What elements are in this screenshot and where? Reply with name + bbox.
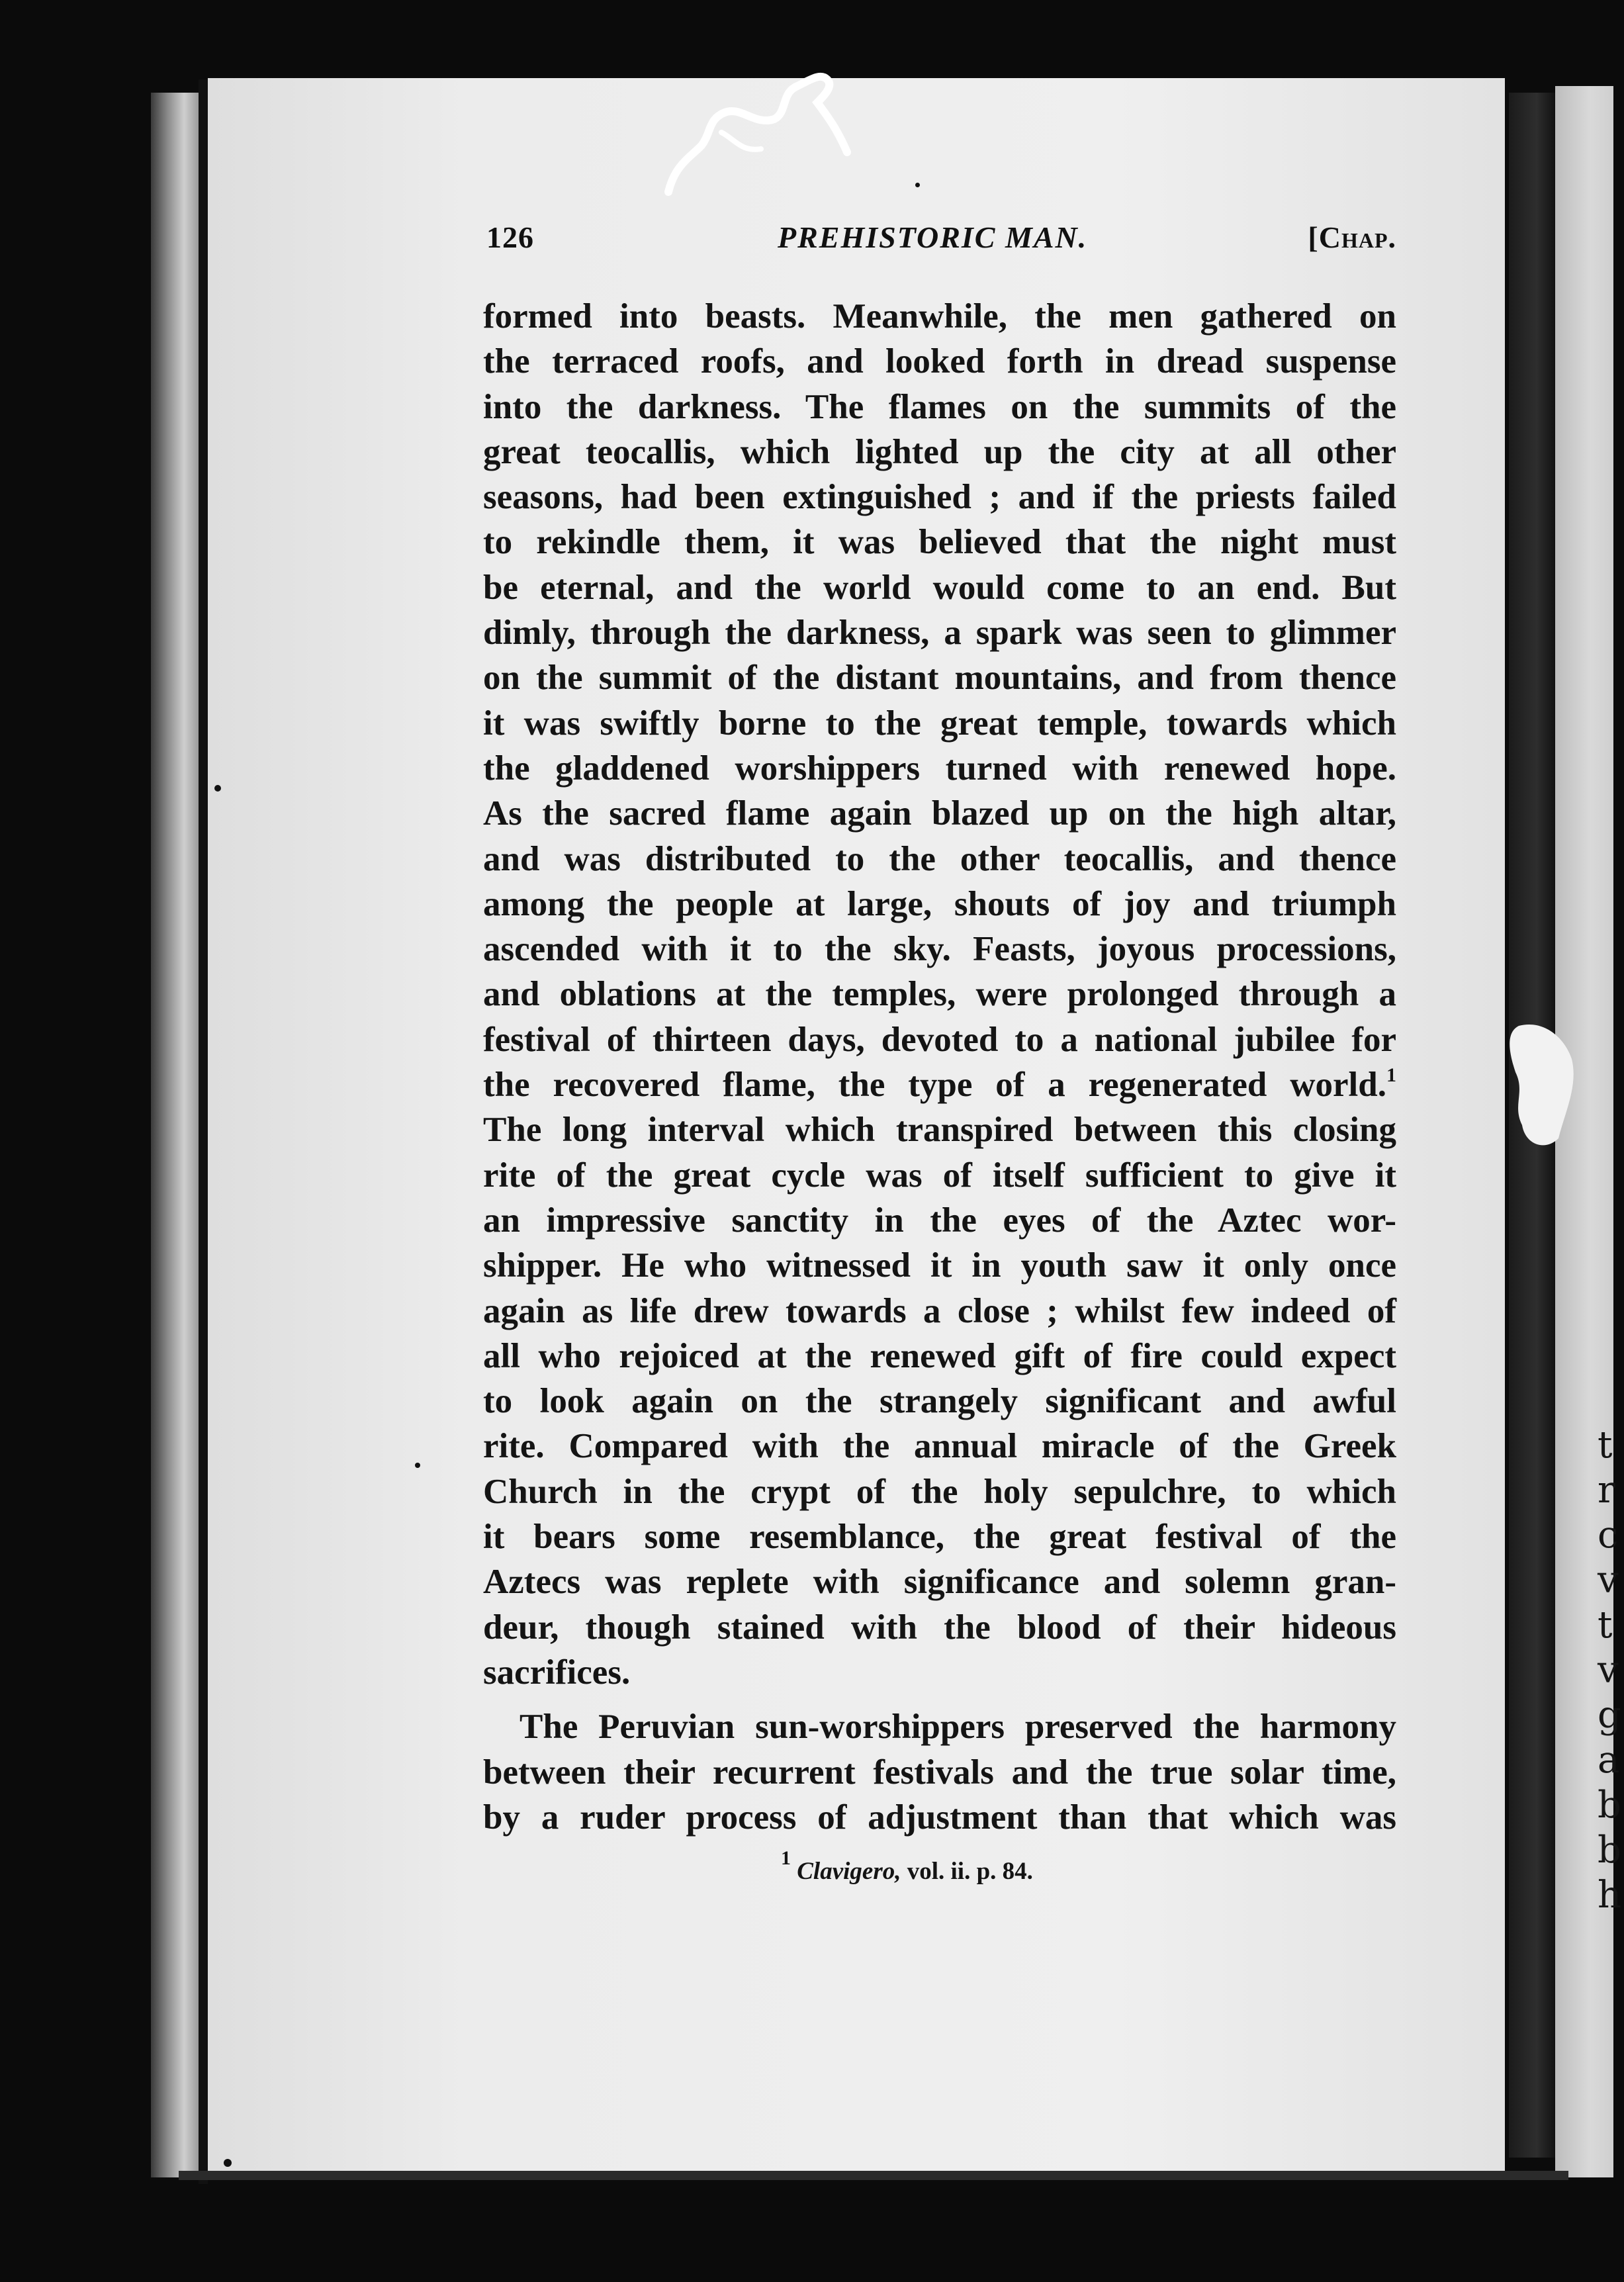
running-header	[486, 220, 1396, 266]
text-line: and was distributed to the other teocallis, and thence	[483, 839, 1396, 878]
text-line: Aztecs was replete with significance and solemn gran-	[483, 1563, 1396, 1602]
text-line: rite of the great cycle was of itself sufficient to give it	[483, 1156, 1396, 1195]
text-line: be eternal, and the world would come to an end. But	[483, 568, 1396, 607]
text-line: it was swiftly borne to the great temple, towards which	[483, 704, 1396, 743]
ink-speck	[214, 785, 221, 792]
text-line: formed into beasts. Meanwhile, the men gathered on	[483, 297, 1396, 336]
text-line: The Peruvian sun-worshippers preserved the harmony	[519, 1708, 1396, 1747]
text-line: deur, though stained with the blood of their hideous	[483, 1608, 1396, 1647]
scan-artifact-mark	[662, 66, 860, 205]
text-line: shipper. He who witnessed it in youth saw it only once	[483, 1246, 1396, 1285]
footnote-source: Clavigero,	[797, 1858, 901, 1885]
facing-page-letters: t r c v t v g a b b h	[1598, 1424, 1622, 1917]
text-line: on the summit of the distant mountains, and from thence	[483, 659, 1396, 698]
text-line: and oblations at the temples, were prolonged through a	[483, 975, 1396, 1014]
text-line: Church in the crypt of the holy sepulchre, to which	[483, 1472, 1396, 1511]
text-line: ascended with it to the sky. Feasts, joyous processions,	[483, 930, 1396, 969]
text-line: the gladdened worshippers turned with renewed hope.	[483, 749, 1396, 788]
text-line: to look again on the strangely significant and awful	[483, 1382, 1396, 1421]
text-line: it bears some resemblance, the great festival of the	[483, 1518, 1396, 1557]
body-text	[483, 294, 1396, 1840]
text-line: between their recurrent festivals and the true solar time,	[483, 1753, 1396, 1792]
text-line: festival of thirteen days, devoted to a national jubilee for	[483, 1020, 1396, 1059]
text-line: among the people at large, shouts of joy and triumph	[483, 884, 1396, 923]
text-line: the recovered flame, the type of a regenerated world.	[483, 1066, 1386, 1105]
text-line: rite. Compared with the annual miracle of the Greek	[483, 1427, 1396, 1466]
running-title: PREHISTORIC MAN.	[778, 220, 1088, 254]
page-edge-shadow	[199, 79, 208, 2184]
paragraph	[483, 1704, 1396, 1840]
ink-speck	[415, 1463, 420, 1468]
text-line: into the darkness. The flames on the summits of the	[483, 387, 1396, 426]
text-line: As the sacred flame again blazed up on the high altar,	[483, 794, 1396, 833]
text-line: sacrifices.	[483, 1653, 631, 1692]
ink-speck	[915, 183, 920, 187]
footnote-marker: 1	[781, 1847, 791, 1869]
page-bottom-edge	[179, 2171, 1568, 2180]
text-line: seasons, had been extinguished ; and if the priests failed	[483, 478, 1396, 517]
footnote-citation: vol. ii. p. 84.	[907, 1858, 1033, 1885]
footnote-reference: 1	[1386, 1064, 1396, 1087]
text-line: The long interval which transpired between this closing	[483, 1111, 1396, 1150]
paper-damage-blot	[1506, 1019, 1578, 1152]
text-line: to rekindle them, it was believed that the night must	[483, 523, 1396, 562]
text-line: the terraced roofs, and looked forth in dread suspense	[483, 342, 1396, 381]
ink-speck	[224, 2159, 232, 2167]
text-line: all who rejoiced at the renewed gift of fire could expect	[483, 1336, 1396, 1375]
footnote	[781, 1847, 1033, 1886]
text-line: an impressive sanctity in the eyes of the Aztec wor-	[483, 1201, 1396, 1240]
text-line: dimly, through the darkness, a spark was seen to glimmer	[483, 614, 1396, 653]
binding-edge	[151, 93, 199, 2177]
text-line: great teocallis, which lighted up the city at all other	[483, 432, 1396, 471]
text-line-with-footnote	[483, 1062, 1396, 1107]
text-line: again as life drew towards a close ; whilst few indeed of	[483, 1291, 1396, 1330]
page-number: 126	[486, 220, 534, 254]
chapter-abbreviation: [Chap.	[1308, 220, 1396, 254]
text-line: by a ruder process of adjustment than that which was	[483, 1798, 1396, 1837]
